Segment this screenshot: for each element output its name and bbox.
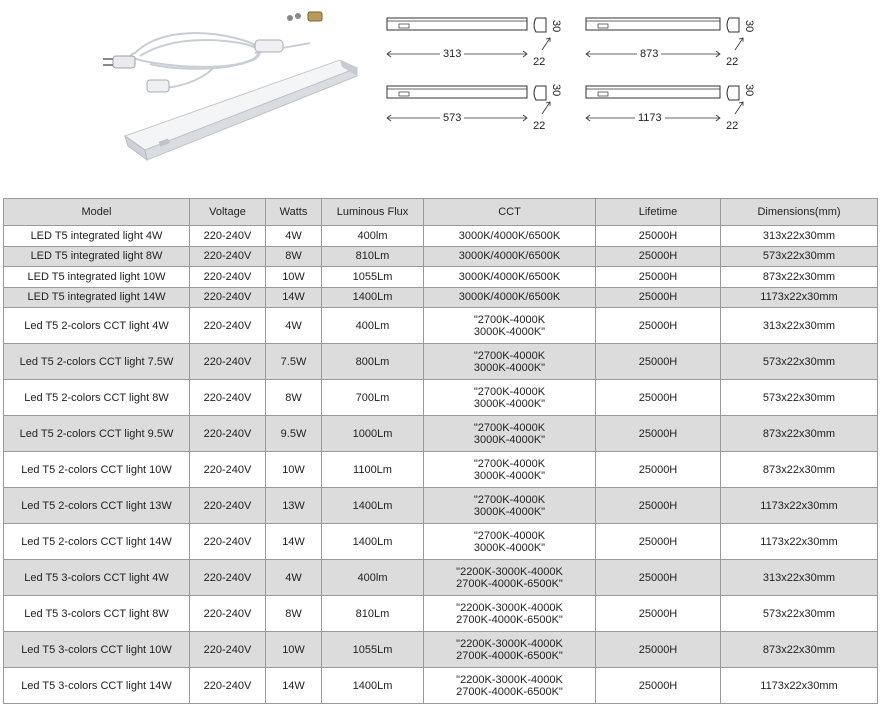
dim-length: 313 bbox=[440, 48, 464, 60]
cct-line-2: 2700K-4000K-6500K" bbox=[456, 685, 563, 698]
drawing-1173 bbox=[583, 80, 783, 140]
cct-line-2: 2700K-4000K-6500K" bbox=[456, 613, 563, 626]
table-row bbox=[4, 560, 878, 596]
cell-cct bbox=[424, 246, 596, 267]
cell-model: Led T5 2-colors CCT light 9.5W bbox=[4, 416, 190, 452]
table-row bbox=[4, 488, 878, 524]
dim-width: 22 bbox=[726, 56, 739, 68]
table-row bbox=[4, 226, 878, 247]
cct-line-2: 3000K-4000K" bbox=[473, 541, 546, 554]
cell-dimensions: 873x22x30mm bbox=[721, 416, 878, 452]
cell-watts: 4W bbox=[266, 560, 322, 596]
cell-cct bbox=[424, 416, 596, 452]
cell-model: Led T5 2-colors CCT light 4W bbox=[4, 308, 190, 344]
cct-line-1: 3000K/4000K/6500K bbox=[458, 250, 561, 263]
cell-flux: 1055Lm bbox=[322, 632, 424, 668]
table-header-row bbox=[4, 199, 878, 226]
cell-lifetime: 25000H bbox=[596, 287, 721, 308]
cell-watts: 4W bbox=[266, 226, 322, 247]
cell-voltage: 220-240V bbox=[190, 596, 266, 632]
cct-line-2: 3000K-4000K" bbox=[473, 325, 546, 338]
table-row bbox=[4, 380, 878, 416]
cct-line-1: 3000K/4000K/6500K bbox=[458, 270, 561, 283]
cell-dimensions: 313x22x30mm bbox=[721, 560, 878, 596]
col-header-flux: Luminous Flux bbox=[322, 199, 424, 226]
cct-line-2: 3000K-4000K" bbox=[473, 433, 546, 446]
cct-line-1: "2700K-4000K bbox=[473, 529, 546, 542]
cell-voltage: 220-240V bbox=[190, 560, 266, 596]
cell-model: Led T5 3-colors CCT light 10W bbox=[4, 632, 190, 668]
cell-dimensions: 1173x22x30mm bbox=[721, 668, 878, 704]
table-row bbox=[4, 596, 878, 632]
cell-voltage: 220-240V bbox=[190, 488, 266, 524]
cell-cct bbox=[424, 488, 596, 524]
cell-flux: 400lm bbox=[322, 226, 424, 247]
drawing-573 bbox=[382, 80, 582, 140]
cell-voltage: 220-240V bbox=[190, 267, 266, 288]
drawing-313 bbox=[382, 12, 582, 72]
cct-line-1: "2700K-4000K bbox=[473, 385, 546, 398]
col-header-dimensions: Dimensions(mm) bbox=[721, 199, 878, 226]
cell-dimensions: 573x22x30mm bbox=[721, 380, 878, 416]
spec-table bbox=[3, 198, 878, 704]
cell-cct bbox=[424, 524, 596, 560]
cell-voltage: 220-240V bbox=[190, 287, 266, 308]
cell-flux: 1400Lm bbox=[322, 524, 424, 560]
cell-lifetime: 25000H bbox=[596, 452, 721, 488]
cct-line-1: "2700K-4000K bbox=[473, 493, 546, 506]
cell-cct bbox=[424, 287, 596, 308]
col-header-voltage: Voltage bbox=[190, 199, 266, 226]
table-row bbox=[4, 246, 878, 267]
cct-line-1: "2200K-3000K-4000K bbox=[456, 601, 563, 614]
cct-line-1: "2200K-3000K-4000K bbox=[456, 673, 563, 686]
product-header bbox=[0, 0, 880, 196]
cell-watts: 14W bbox=[266, 668, 322, 704]
cell-lifetime: 25000H bbox=[596, 668, 721, 704]
col-header-model: Model bbox=[4, 199, 190, 226]
cell-lifetime: 25000H bbox=[596, 344, 721, 380]
cell-voltage: 220-240V bbox=[190, 632, 266, 668]
cell-flux: 400lm bbox=[322, 560, 424, 596]
cell-voltage: 220-240V bbox=[190, 344, 266, 380]
cell-dimensions: 313x22x30mm bbox=[721, 308, 878, 344]
cct-line-1: 3000K/4000K/6500K bbox=[458, 291, 561, 304]
dim-height: 30 bbox=[550, 20, 562, 33]
led-tube-icon bbox=[125, 60, 357, 160]
cell-cct bbox=[424, 344, 596, 380]
cell-model: Led T5 2-colors CCT light 7.5W bbox=[4, 344, 190, 380]
cct-line-1: "2700K-4000K bbox=[473, 457, 546, 470]
cell-dimensions: 1173x22x30mm bbox=[721, 524, 878, 560]
cell-dimensions: 573x22x30mm bbox=[721, 596, 878, 632]
cct-line-2: 3000K-4000K" bbox=[473, 361, 546, 374]
cell-watts: 9.5W bbox=[266, 416, 322, 452]
cell-lifetime: 25000H bbox=[596, 267, 721, 288]
cell-watts: 14W bbox=[266, 524, 322, 560]
table-row bbox=[4, 287, 878, 308]
table-row bbox=[4, 452, 878, 488]
cell-voltage: 220-240V bbox=[190, 452, 266, 488]
cct-line-2: 3000K-4000K" bbox=[473, 397, 546, 410]
cell-lifetime: 25000H bbox=[596, 226, 721, 247]
cct-line-2: 2700K-4000K-6500K" bbox=[456, 649, 563, 662]
cell-watts: 8W bbox=[266, 596, 322, 632]
cell-lifetime: 25000H bbox=[596, 632, 721, 668]
cell-watts: 10W bbox=[266, 452, 322, 488]
cell-lifetime: 25000H bbox=[596, 560, 721, 596]
cell-voltage: 220-240V bbox=[190, 246, 266, 267]
cell-flux: 1100Lm bbox=[322, 452, 424, 488]
cell-lifetime: 25000H bbox=[596, 308, 721, 344]
cell-model: Led T5 3-colors CCT light 14W bbox=[4, 668, 190, 704]
cell-flux: 700Lm bbox=[322, 380, 424, 416]
dim-width: 22 bbox=[533, 56, 546, 68]
table-row bbox=[4, 308, 878, 344]
cell-cct bbox=[424, 267, 596, 288]
cct-line-1: "2700K-4000K bbox=[473, 313, 546, 326]
dim-width: 22 bbox=[726, 120, 739, 132]
cell-voltage: 220-240V bbox=[190, 380, 266, 416]
cell-cct bbox=[424, 226, 596, 247]
cell-dimensions: 873x22x30mm bbox=[721, 452, 878, 488]
cell-flux: 1055Lm bbox=[322, 267, 424, 288]
col-header-cct: CCT bbox=[424, 199, 596, 226]
cell-flux: 1400Lm bbox=[322, 287, 424, 308]
dim-length: 1173 bbox=[635, 112, 665, 124]
cct-line-1: "2700K-4000K bbox=[473, 421, 546, 434]
cct-line-2: 2700K-4000K-6500K" bbox=[456, 577, 563, 590]
cell-dimensions: 573x22x30mm bbox=[721, 344, 878, 380]
cell-watts: 8W bbox=[266, 246, 322, 267]
cell-lifetime: 25000H bbox=[596, 380, 721, 416]
table-row bbox=[4, 267, 878, 288]
drawing-873 bbox=[583, 12, 783, 72]
cell-flux: 1400Lm bbox=[322, 668, 424, 704]
cell-flux: 1000Lm bbox=[322, 416, 424, 452]
dim-height: 30 bbox=[550, 84, 562, 97]
cell-model: Led T5 2-colors CCT light 14W bbox=[4, 524, 190, 560]
cell-lifetime: 25000H bbox=[596, 596, 721, 632]
cell-flux: 810Lm bbox=[322, 246, 424, 267]
cell-cct bbox=[424, 308, 596, 344]
dim-length: 573 bbox=[440, 112, 464, 124]
cell-watts: 10W bbox=[266, 632, 322, 668]
cell-flux: 400Lm bbox=[322, 308, 424, 344]
cell-lifetime: 25000H bbox=[596, 524, 721, 560]
cell-dimensions: 313x22x30mm bbox=[721, 226, 878, 247]
cell-model: Led T5 3-colors CCT light 8W bbox=[4, 596, 190, 632]
cell-dimensions: 1173x22x30mm bbox=[721, 287, 878, 308]
cell-dimensions: 873x22x30mm bbox=[721, 632, 878, 668]
cell-flux: 810Lm bbox=[322, 596, 424, 632]
cell-voltage: 220-240V bbox=[190, 416, 266, 452]
cell-model: Led T5 3-colors CCT light 4W bbox=[4, 560, 190, 596]
cell-model: LED T5 integrated light 14W bbox=[4, 287, 190, 308]
cell-dimensions: 1173x22x30mm bbox=[721, 488, 878, 524]
table-row bbox=[4, 416, 878, 452]
dim-height: 30 bbox=[743, 84, 755, 97]
cell-model: LED T5 integrated light 10W bbox=[4, 267, 190, 288]
cct-line-1: 3000K/4000K/6500K bbox=[458, 229, 561, 242]
cell-watts: 10W bbox=[266, 267, 322, 288]
cell-voltage: 220-240V bbox=[190, 308, 266, 344]
cell-voltage: 220-240V bbox=[190, 226, 266, 247]
cell-flux: 800Lm bbox=[322, 344, 424, 380]
cct-line-1: "2200K-3000K-4000K bbox=[456, 637, 563, 650]
table-row bbox=[4, 668, 878, 704]
cell-watts: 7.5W bbox=[266, 344, 322, 380]
cell-lifetime: 25000H bbox=[596, 488, 721, 524]
cell-model: Led T5 2-colors CCT light 13W bbox=[4, 488, 190, 524]
cct-line-1: "2200K-3000K-4000K bbox=[456, 565, 563, 578]
cell-watts: 14W bbox=[266, 287, 322, 308]
cell-voltage: 220-240V bbox=[190, 524, 266, 560]
cell-watts: 8W bbox=[266, 380, 322, 416]
cell-voltage: 220-240V bbox=[190, 668, 266, 704]
cell-flux: 1400Lm bbox=[322, 488, 424, 524]
cell-model: LED T5 integrated light 4W bbox=[4, 226, 190, 247]
cell-watts: 13W bbox=[266, 488, 322, 524]
product-photo bbox=[95, 8, 365, 168]
cell-cct bbox=[424, 596, 596, 632]
cct-line-1: "2700K-4000K bbox=[473, 349, 546, 362]
cell-cct bbox=[424, 452, 596, 488]
cell-model: Led T5 2-colors CCT light 8W bbox=[4, 380, 190, 416]
cell-dimensions: 573x22x30mm bbox=[721, 246, 878, 267]
cell-lifetime: 25000H bbox=[596, 246, 721, 267]
dim-height: 30 bbox=[743, 20, 755, 33]
cell-lifetime: 25000H bbox=[596, 416, 721, 452]
table-row bbox=[4, 524, 878, 560]
table-row bbox=[4, 344, 878, 380]
cct-line-2: 3000K-4000K" bbox=[473, 469, 546, 482]
cell-cct bbox=[424, 668, 596, 704]
plug-icon bbox=[103, 56, 135, 68]
dim-width: 22 bbox=[533, 120, 546, 132]
cell-model: Led T5 2-colors CCT light 10W bbox=[4, 452, 190, 488]
cct-line-2: 3000K-4000K" bbox=[473, 505, 546, 518]
cell-watts: 4W bbox=[266, 308, 322, 344]
cell-dimensions: 873x22x30mm bbox=[721, 267, 878, 288]
cell-cct bbox=[424, 560, 596, 596]
cell-cct bbox=[424, 380, 596, 416]
cell-cct bbox=[424, 632, 596, 668]
dim-length: 873 bbox=[637, 48, 661, 60]
col-header-watts: Watts bbox=[266, 199, 322, 226]
table-row bbox=[4, 632, 878, 668]
cell-model: LED T5 integrated light 8W bbox=[4, 246, 190, 267]
col-header-lifetime: Lifetime bbox=[596, 199, 721, 226]
